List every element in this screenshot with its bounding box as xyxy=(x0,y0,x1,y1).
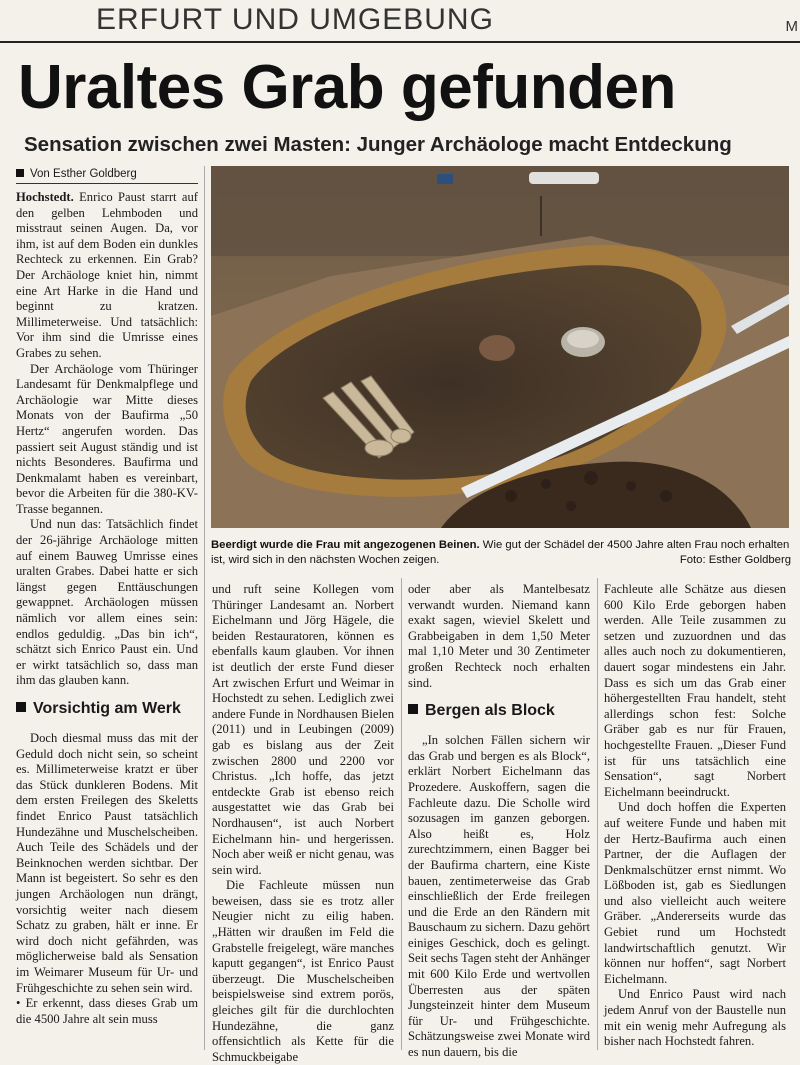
subheading-text: Bergen als Block xyxy=(425,702,555,720)
byline-text: Von Esther Goldberg xyxy=(30,168,137,180)
paragraph-text: Enrico Paust starrt auf den gelben Lehmboden und misstraut seinen Augen. Da, vor ihm, ist auf dem Boden ein dunkles Rechteck zu erkennen. Ein Grab? Der Archäologe kniet hin, nimmt eine Art Harke in die Hand und beginnt zu kratzen. Millimeterweise. Und tatsächlich: Vor ihm sind die Umrisse eines Grabes zu sehen. xyxy=(16,190,198,360)
subheading xyxy=(16,699,198,719)
byline xyxy=(16,166,198,184)
paragraph: und ruft seine Kollegen vom Thüringer Landesamt an. Norbert Eichelmann und Jörg Hägele, die beiden Restauratoren, können es ebenfalls kaum glauben. Vor ihnen ist deutlich der erste Fund dieser Art zwischen Erfurt und Weimar in Hochstedt zu sehen. Lediglich zwei andere Funde in Nordhausen Bielen (2011) und in Leubingen (2009) gab es bislang aus der Zeit zwischen 2800 und 2200 vor Christus. „Ich hoffe, das jetzt entdeckte Grab ist ebenso reich ausgestattet wie das Grab bei Nordhausen“, ist auch Norbert Eichelmann hin- und hergerissen. Noch aber weiß er nicht genau, was sein wird. xyxy=(212,582,394,877)
grave-photo-illustration xyxy=(211,166,789,528)
excavation-photo xyxy=(211,166,789,528)
byline-square-icon xyxy=(16,169,24,177)
section-label: ERFURT UND UMGEBUNG xyxy=(96,3,494,36)
column-rule xyxy=(204,166,205,1050)
paragraph: Und nun das: Tatsächlich findet der 26-jährige Archäologe mitten auf einem Bauweg Umrisse eines uralten Grabes. Dabei hatte er sich längst gegen Enttäuschungen gewappnet. Archäologen müssen nämlich vor allem eines sein: endlos geduldig. „Das bin ich“, schätzt sich Enrico Paust ein. Und er wirkt tatsächlich so, dass man ihm das glauben kann. xyxy=(16,517,198,688)
article-column-4 xyxy=(604,582,786,1050)
column-rule xyxy=(597,578,598,1050)
photo-credit: Foto: Esther Goldberg xyxy=(679,554,791,566)
paragraph: „In solchen Fällen sichern wir das Grab und bergen es als Block“, erklärt Norbert Eichelmann das Prozedere. Auskoffern, sagen die Fachleute dazu. Die Scholle wird sozusagen im ganzen geborgen. Also heißt es, Holz zurechtzimmern, einen Bagger bei der Baufirma chartern, eine Kiste bauen, zentimeterweise das Grab einschließlich der Erde freilegen und die Erde an den Rändern mit Bauschaum zu sichern. Dazu gehört einiges Geschick, doch es gelingt. Seit sechs Tagen steht der Anhänger mit 600 Kilo Erde und wertvollen Überresten aus der späten Jungsteinzeit hinter dem Museum für Ur- und Frühgeschichte. Schätzungsweise zwei Monate wird es nun dauern, bis die xyxy=(408,733,590,1060)
paragraph: Die Fachleute müssen nun beweisen, dass sie es trotz aller Neugier nicht zu eilig haben. „Hätten wir draußen im Feld die Grabstelle freigelegt, wäre manches kaputt gegangen“, ist Enrico Paust überzeugt. Die Muschelscheiben beispielsweise sind extrem porös, gleiches gilt für die durchlochten Hundezähne, die ganz offensichtlich als Kette für die Schmuckbeigabe xyxy=(212,878,394,1064)
paragraph: Doch diesmal muss das mit der Geduld doch nicht sein, so scheint es. Millimeterweise kratzt er über das Stück dunkleren Bodens. Mit dem ersten Freilegen des Skeletts findet Enrico Paust tatsächlich Hundezähne und Muschelscheiben. Auch Teile des Schädels und der Beinknochen werden sichtbar. Der Mann ist begeistert. So sehr es den jungen Archäologen nun drängt, vorsichtig weiter nach diesem Schatz zu graben, hält er inne. Er wird doch nicht gefährden, was möglicherweise bald als Sensation im Weimarer Museum für Ur- und Frühgeschichte zu sehen sein wird. xyxy=(16,731,198,995)
paragraph: oder aber als Mantelbesatz verwandt wurden. Niemand kann exakt sagen, wieviel Skelett und Grabbeigaben in dem 1,50 Meter mal 1,10 Meter und 30 Zentimeter großen Rechteck noch erhalten sind. xyxy=(408,582,590,690)
headline: Uraltes Grab gefunden xyxy=(18,53,676,122)
caption-lead: Beerdigt wurde die Frau mit angezogenen Beinen. xyxy=(211,539,480,551)
paragraph: Der Archäologe vom Thüringer Landesamt für Denkmalpflege und Archäologie war Mitte dieses Monats von der Baufirma „50 Hertz“ angerufen worden. Das passiert seit August ständig und ist nichts Besonderes. Baufirma und Denkmalamt haben es vereinbart, bevor die Arbeiten für die 380-KV-Trasse begannen. xyxy=(16,361,198,516)
article-column-3 xyxy=(408,582,590,1060)
article-column-1 xyxy=(16,190,198,1050)
subheading-text: Vorsichtig am Werk xyxy=(33,700,181,717)
dateline: Hochstedt. xyxy=(16,190,74,204)
paragraph: Fachleute alle Schätze aus diesen 600 Kilo Erde geborgen haben werden. Alle Teile zusammen zu setzen und zuzuordnen und das alles auch noch zu dokumentieren, dauert sogar mindestens ein Jahr. Dass es sich um das Grab einer höhergestellten Frau handelt, steht allerdings schon fest: Solche Gräber gab es nur für Frauen, hochgestellte Frauen. „Dieser Fund ist für uns tatsächlich eine Sensation“, sagt Norbert Eichelmann beeindruckt. xyxy=(604,582,786,799)
article-column-2 xyxy=(212,582,394,1064)
top-rule xyxy=(0,41,800,43)
subheading-square-icon xyxy=(16,702,26,712)
column-rule xyxy=(401,578,402,1050)
photo-caption xyxy=(211,538,791,568)
subheading xyxy=(408,701,590,721)
paragraph xyxy=(16,190,198,362)
subheading-square-icon xyxy=(408,704,418,714)
paragraph: Und doch hoffen die Experten auf weitere Funde und haben mit der Hertz-Baufirma auch einen Partner, der die Auflagen der Denkmalschützer ernst nimmt. Wo Lößboden ist, gab es Siedlungen und also vielleicht auch weitere Gräber. „Andererseits wurde das Gebiet rund um Hochstedt landwirtschaftlich genutzt. Wir können nur hoffen“, sagt Norbert Eichelmann. xyxy=(604,800,786,986)
paragraph: • Er erkennt, dass dieses Grab um die 4500 Jahre alt sein muss xyxy=(16,996,198,1026)
page-letter: M xyxy=(785,18,798,35)
subheadline: Sensation zwischen zwei Masten: Junger Archäologe macht Entdeckung xyxy=(24,133,732,156)
paragraph: Und Enrico Paust wird nach jedem Anruf von der Baustelle nun mit ein wenig mehr Aufregung als bisher nach Hochstedt fahren. xyxy=(604,987,786,1049)
caption-text: Wie gut der Schädel der 4500 Jahre alten Frau noch erhalten ist, wird sich in den nächsten Wochen zeigen. xyxy=(211,539,790,566)
